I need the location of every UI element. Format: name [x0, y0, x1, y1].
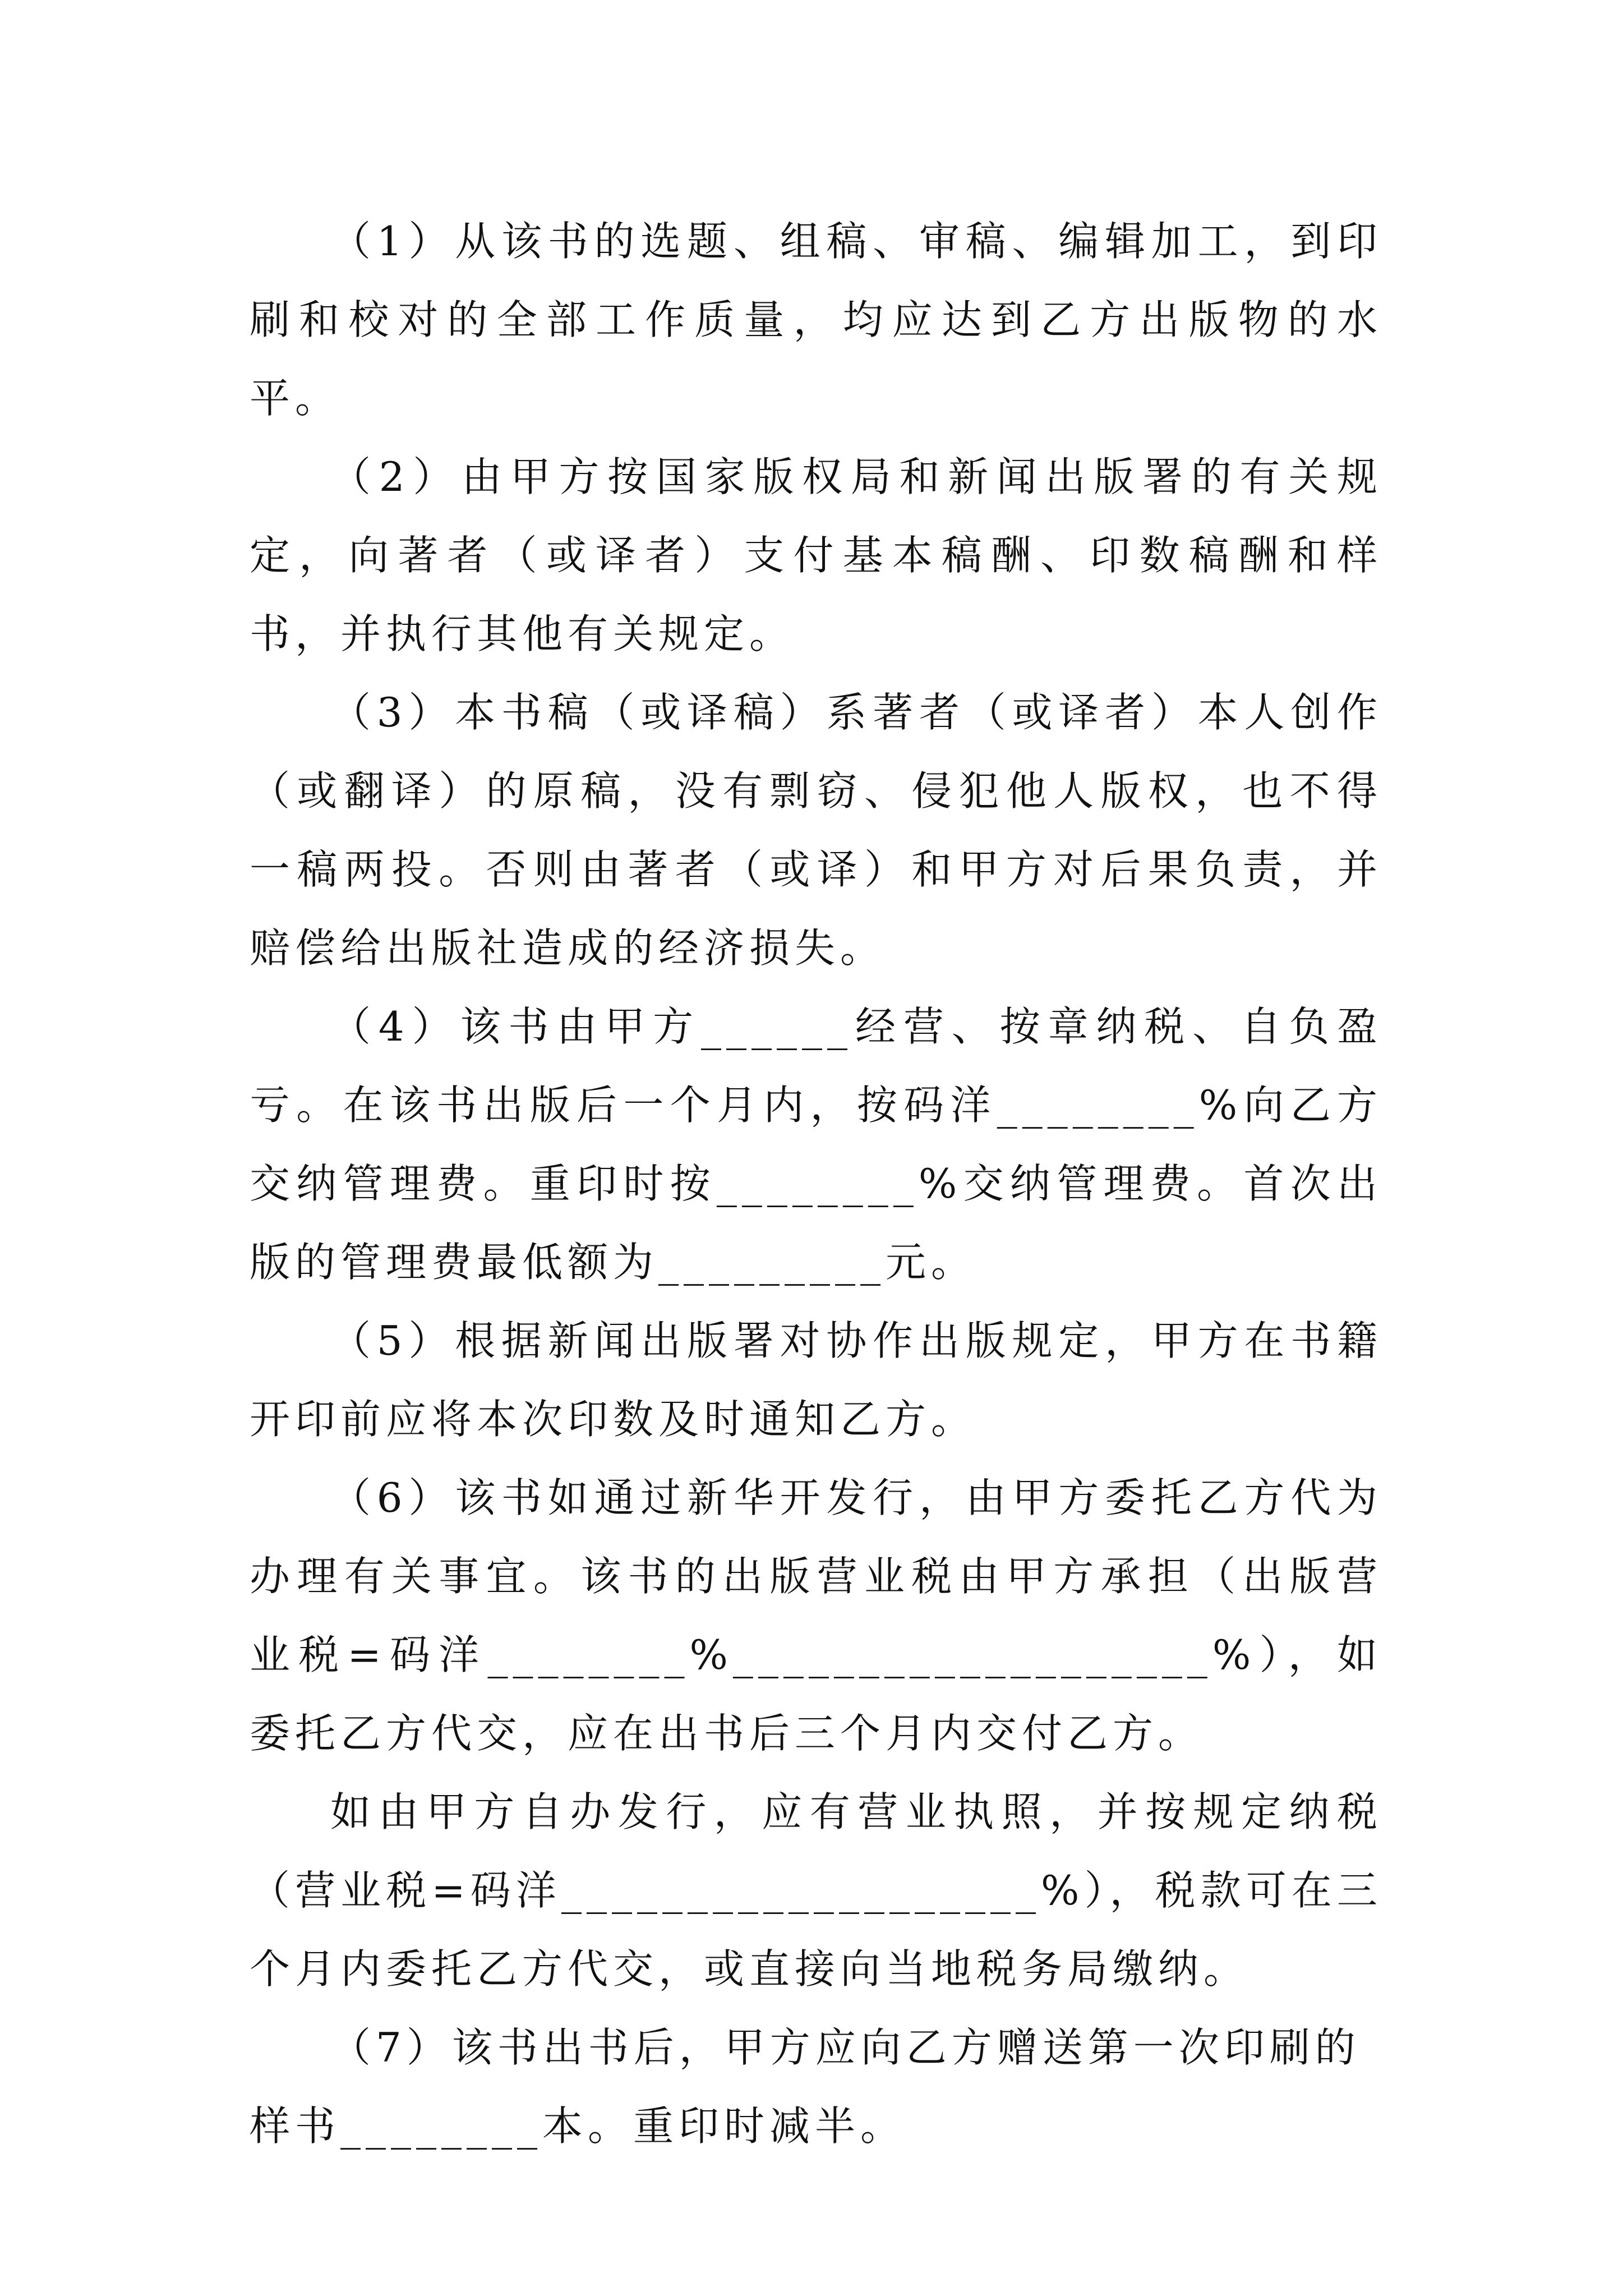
clause-4: （4）该书由甲方______经营、按章纳税、自负盈亏。在该书出版后一个月内，按码洋________%向乙方交纳管理费。重印时按________%交纳管理费。首次出版的管理费最低额为_________元。 — [250, 1003, 1382, 1286]
clause-1: （1）从该书的选题、组稿、审稿、编辑加工，到印刷和校对的全部工作质量，均应达到乙方出版物的水平。 — [250, 218, 1382, 422]
clause-3: （3）本书稿（或译稿）系著者（或译者）本人创作（或翻译）的原稿，没有剽窃、侵犯他人版权，也不得一稿两投。否则由著者（或译）和甲方对后果负责，并赔偿给出版社造成的经济损失。 — [250, 689, 1382, 972]
document-page — [250, 202, 1382, 2165]
clause-6: （6）该书如通过新华开发行，由甲方委托乙方代为办理有关事宜。该书的出版营业税由甲方承担（出版营业税=码洋________%___________________%），如委托乙方代交，应在出书后三个月内交付乙方。 — [250, 1474, 1382, 1757]
clause-5: （5）根据新闻出版署对协作出版规定，甲方在书籍开印前应将本次印数及时通知乙方。 — [250, 1317, 1382, 1443]
clause-7: （7）该书出书后，甲方应向乙方赠送第一次印刷的样书________本。重印时减半。 — [250, 2024, 1361, 2150]
clause-2: （2）由甲方按国家版权局和新闻出版署的有关规定，向著者（或译者）支付基本稿酬、印数稿酬和样书，并执行其他有关规定。 — [250, 453, 1382, 657]
clause-6-supplement: 如由甲方自办发行，应有营业执照，并按规定纳税（营业税=码洋___________________%），税款可在三个月内委托乙方代交，或直接向当地税务局缴纳。 — [250, 1788, 1382, 1993]
